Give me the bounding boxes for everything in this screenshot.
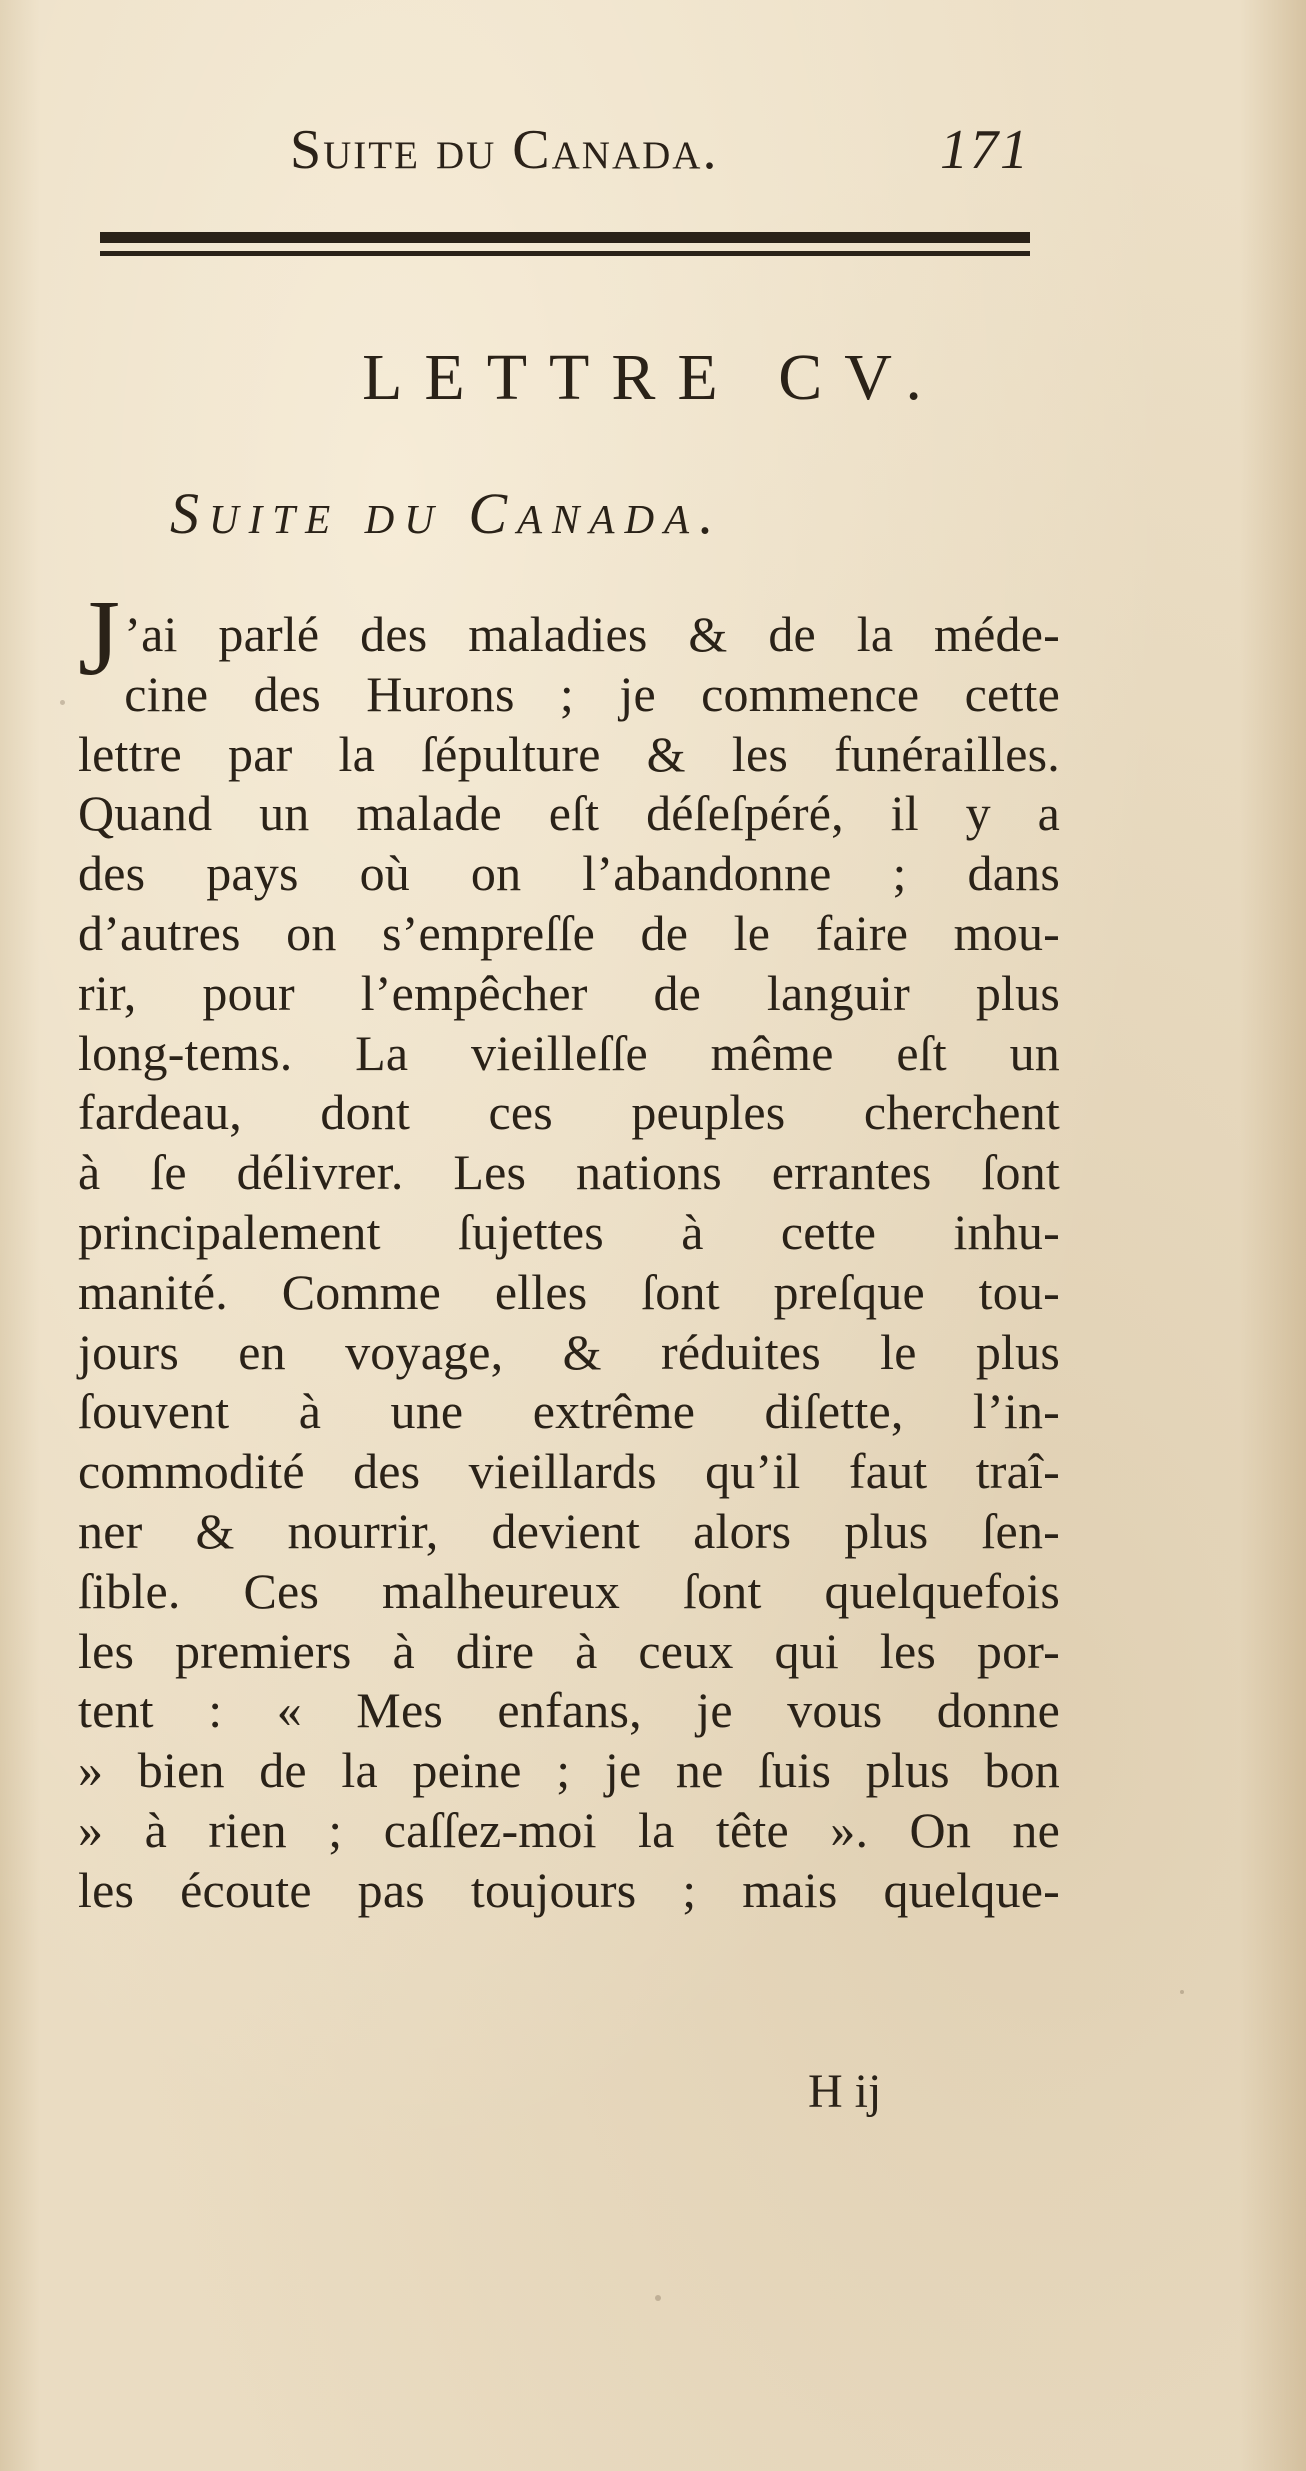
text-line: » bien de la peine ; je ne ſuis plus bon <box>78 1742 1060 1799</box>
header-rule-thin <box>100 251 1030 256</box>
text-line: commodité des vieillards qu’il faut traî- <box>78 1443 1060 1500</box>
text-line: lettre par la ſépulture & les funérailles. <box>78 725 1060 782</box>
paper-speck <box>655 2295 661 2301</box>
text-line: Quand un malade eſt déſeſpéré, il y a <box>78 785 1060 842</box>
text-line: à ſe délivrer. Les nations errantes ſont <box>78 1144 1060 1201</box>
text-line: » à rien ; caſſez-moi la tête ». On ne <box>78 1801 1060 1858</box>
text-line: fardeau, dont ces peuples cherchent <box>78 1084 1060 1141</box>
running-head <box>290 118 1090 188</box>
page-number: 171 <box>940 119 1030 181</box>
body-text <box>78 579 1060 1921</box>
paper-speck <box>1180 1990 1184 1994</box>
text-line: principalement ſujettes à cette inhu- <box>78 1203 1060 1260</box>
letter-heading: LETTRE CV. <box>362 341 944 414</box>
text-line: tent : « Mes enfans, je vous donne <box>78 1682 1060 1739</box>
text-line: manité. Comme elles ſont preſque tou- <box>78 1263 1060 1320</box>
letter-subheading: Suite du Canada. <box>170 481 724 546</box>
drop-cap: J <box>78 579 121 698</box>
header-rule-thick <box>100 232 1030 243</box>
text-line: cine des Hurons ; je commence cette <box>124 665 1060 722</box>
text-line: d’autres on s’empreſſe de le faire mou- <box>78 904 1060 961</box>
running-title: Suite du Canada. <box>290 119 719 181</box>
text-line: des pays où on l’abandonne ; dans <box>78 845 1060 902</box>
text-line: rir, pour l’empêcher de languir plus <box>78 964 1060 1021</box>
signature-mark: H ij <box>808 2065 882 2118</box>
paper-speck <box>60 700 65 705</box>
text-line: J ’ai parlé des maladies & de la méde- <box>78 579 1060 698</box>
text-line: ſouvent à une extrême diſette, l’in- <box>78 1383 1060 1440</box>
text-line: ner & nourrir, devient alors plus ſen- <box>78 1502 1060 1559</box>
text-line: les premiers à dire à ceux qui les por- <box>78 1622 1060 1679</box>
text-line: long-tems. La vieilleſſe même eſt un <box>78 1024 1060 1081</box>
text-line: les écoute pas toujours ; mais quelque- <box>78 1861 1060 1918</box>
text-line: jours en voyage, & réduites le plus <box>78 1323 1060 1380</box>
text-line: ſible. Ces malheureux ſont quelquefois <box>78 1562 1060 1619</box>
